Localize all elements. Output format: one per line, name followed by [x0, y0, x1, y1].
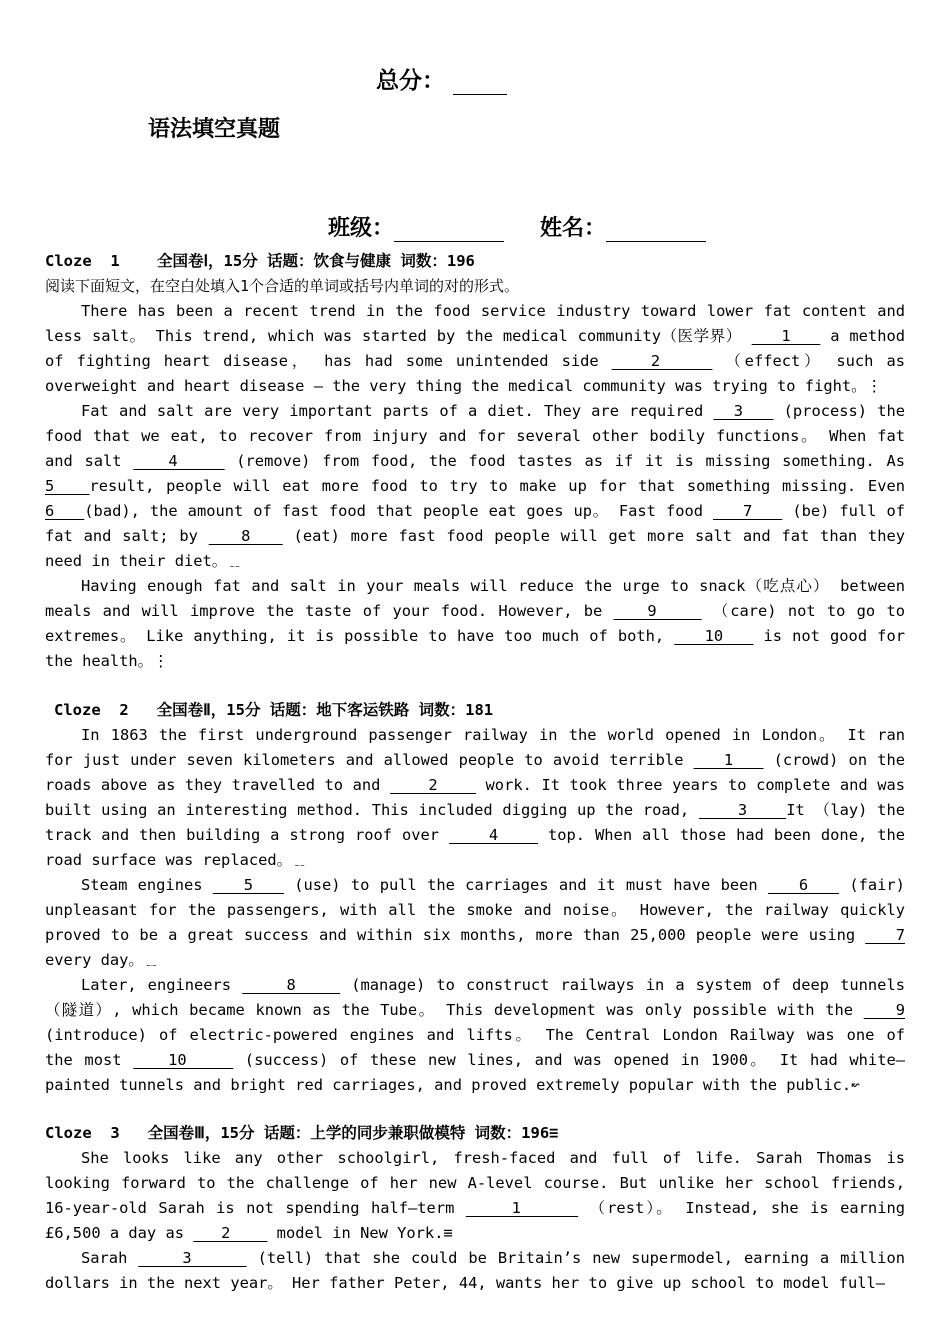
text-line: [45, 1023, 905, 1048]
text-segment: It （lay) the: [786, 801, 905, 819]
text-line: [45, 374, 905, 399]
cloze-1-heading: Cloze 1 全国卷Ⅰ，15分 话题：饮食与健康 词数：196: [45, 252, 475, 270]
text-segment: a method: [820, 327, 905, 345]
class-name-line: [328, 211, 706, 242]
text-segment: (tell) that she could be Britain’s new supermodel, earning a million: [246, 1249, 905, 1267]
text-line: [45, 1221, 905, 1246]
text-segment: (bad), the amount of fast food that people eat goes up。 Fast food: [84, 502, 714, 520]
answer-blank[interactable]: 7: [865, 926, 905, 944]
text-segment: (process) the: [773, 402, 905, 420]
text-segment: and salt: [45, 452, 134, 470]
answer-blank[interactable]: 5: [212, 876, 284, 894]
text-line: [45, 399, 905, 424]
answer-blank[interactable]: 3: [138, 1249, 247, 1267]
text-segment: the most: [45, 1051, 134, 1069]
cloze-2-heading: Cloze 2 全国卷Ⅱ，15分 话题：地下客运铁路 词数：181: [54, 701, 494, 719]
text-segment: （effect） such as: [712, 352, 905, 370]
text-segment: （rest）。 Instead, she is earning: [578, 1199, 905, 1217]
text-segment: (remove) from food, the food tastes as if it is missing something. As: [224, 452, 905, 470]
answer-blank[interactable]: 2: [611, 352, 713, 370]
class-blank[interactable]: [394, 221, 504, 242]
text-segment: of fighting heart disease， has had some unintended side: [45, 352, 612, 370]
answer-blank[interactable]: 6: [45, 502, 85, 520]
text-segment: (be) full of: [782, 502, 905, 520]
text-segment: （care) not to go to: [701, 602, 905, 620]
text-line: [45, 449, 905, 474]
cloze-1-body: [45, 299, 905, 674]
text-line: [45, 424, 905, 449]
cloze-3-heading: Cloze 3 全国卷Ⅲ，15分 话题：上学的同步兼职做模特 词数：196≡: [45, 1124, 559, 1142]
answer-blank[interactable]: 10: [674, 627, 754, 645]
text-segment: Having enough fat and salt in your meals will reduce the urge to snack（吃点心） between: [81, 577, 905, 595]
class-label: 班级：: [328, 215, 395, 241]
text-segment: (manage) to construct railways in a system of deep tunnels: [340, 976, 905, 994]
text-line: [45, 299, 905, 324]
text-segment: extremes。 Like anything, it is possible to have too much of both,: [45, 627, 675, 645]
text-line: [45, 624, 905, 649]
answer-blank[interactable]: 4: [449, 826, 539, 844]
text-line: [45, 1073, 905, 1098]
text-line: [45, 773, 905, 798]
name-blank[interactable]: [606, 221, 706, 242]
text-segment: （隧道）, which became known as the Tube。 This development was only possible with the: [45, 1001, 864, 1019]
text-segment: meals and will improve the taste of your food. However, be: [45, 602, 614, 620]
answer-blank[interactable]: 7: [713, 502, 783, 520]
total-score-label: 总分：: [376, 67, 445, 94]
text-segment: Sarah: [81, 1249, 139, 1267]
answer-blank[interactable]: 9: [613, 602, 702, 620]
answer-blank[interactable]: 1: [465, 1199, 579, 1217]
text-segment: food that we eat, to recover from injury and for several other bodily functions。 When fat: [45, 427, 905, 445]
text-segment: fat and salt; by: [45, 527, 209, 545]
text-line: [45, 948, 905, 973]
total-score-blank[interactable]: [453, 74, 507, 95]
cloze-3-body: [45, 1146, 905, 1296]
text-line: [45, 848, 905, 873]
text-segment: (fair): [839, 876, 905, 894]
cloze-3-section: [45, 1121, 905, 1296]
text-segment: less salt。 This trend, which was started by the medical community（医学界）: [45, 327, 752, 345]
text-segment: need in their diet。﹎: [45, 552, 243, 570]
text-line: [45, 898, 905, 923]
answer-blank[interactable]: 1: [751, 327, 821, 345]
text-segment: looking forward to the challenge of her new A-level course. But unlike her school friends,: [45, 1174, 905, 1192]
text-segment: work. It took three years to complete and was: [475, 776, 905, 794]
answer-blank[interactable]: 9: [863, 1001, 905, 1019]
text-line: [45, 1196, 905, 1221]
text-line: [45, 524, 905, 549]
text-line: [45, 748, 905, 773]
text-segment: overweight and heart disease — the very thing the medical community was trying to fight。⋮: [45, 377, 882, 395]
answer-blank[interactable]: 2: [390, 776, 476, 794]
text-line: [45, 873, 905, 898]
text-line: [45, 574, 905, 599]
answer-blank[interactable]: 5: [45, 477, 90, 495]
text-segment: road surface was replaced。﹎: [45, 851, 308, 869]
cloze-1-section: [45, 249, 905, 674]
text-line: [45, 923, 905, 948]
text-line: [45, 1048, 905, 1073]
cloze-1-instruction: 阅读下面短文，在空白处填入1个合适的单词或括号内单词的对的形式。: [45, 277, 520, 295]
cloze-2-body: [45, 723, 905, 1098]
text-segment: Later, engineers: [81, 976, 243, 994]
text-segment: track and then building a strong roof over: [45, 826, 450, 844]
text-segment: dollars in the next year。 Her father Peter, 44, wants her to give up school to model full—: [45, 1274, 886, 1292]
text-segment: the health。⋮: [45, 652, 169, 670]
text-segment: model in New York.≡: [267, 1224, 453, 1242]
text-segment: She looks like any other schoolgirl, fresh-faced and full of life. Sarah Thomas is: [81, 1149, 905, 1167]
text-segment: for just under seven kilometers and allowed people to avoid terrible: [45, 751, 694, 769]
answer-blank[interactable]: 2: [193, 1224, 268, 1242]
answer-blank[interactable]: 4: [133, 452, 225, 470]
text-line: [45, 823, 905, 848]
text-segment: painted tunnels and bright red carriages, and proved extremely popular with the public.↜: [45, 1076, 861, 1094]
text-segment: is not good for: [753, 627, 905, 645]
text-segment: result, people will eat more food to try to make up for that something missing. Even: [89, 477, 905, 495]
text-line: [45, 599, 905, 624]
text-segment: every day。﹎: [45, 951, 160, 969]
text-line: [45, 349, 905, 374]
text-segment: Fat and salt are very important parts of a diet. They are required: [81, 402, 714, 420]
text-segment: (crowd) on the: [763, 751, 905, 769]
text-segment: unpleasant for the passengers, with all the smoke and noise。 However, the railway quickly: [45, 901, 905, 919]
text-segment: £6,500 a day as: [45, 1224, 194, 1242]
total-score-line: [376, 62, 507, 95]
text-line: [45, 549, 905, 574]
text-segment: In 1863 the first underground passenger railway in the world opened in London。 It ran: [81, 726, 905, 744]
text-segment: (introduce) of electric-powered engines and lifts。 The Central London Railway was one of: [45, 1026, 905, 1044]
text-segment: roads above as they travelled to and: [45, 776, 391, 794]
text-line: [45, 798, 905, 823]
text-line: [45, 649, 905, 674]
text-line: [45, 998, 905, 1023]
text-line: [45, 723, 905, 748]
text-segment: (success) of these new lines, and was opened in 1900。 It had white—: [233, 1051, 905, 1069]
answer-blank[interactable]: 6: [767, 876, 840, 894]
text-line: [45, 1146, 905, 1171]
page-title: 语法填空真题: [148, 116, 281, 142]
answer-blank[interactable]: 1: [693, 751, 764, 769]
text-segment: There has been a recent trend in the food service industry toward lower fat content and: [81, 302, 905, 320]
text-line: [45, 474, 905, 499]
text-segment: 16-year-old Sarah is not spending half—term: [45, 1199, 466, 1217]
text-line: [45, 324, 905, 349]
answer-blank[interactable]: 10: [133, 1051, 234, 1069]
text-segment: (eat) more fast food people will get more salt and fat than they: [282, 527, 905, 545]
text-segment: (use) to pull the carriages and it must have been: [283, 876, 768, 894]
cloze-2-section: [45, 698, 905, 1098]
text-segment: Steam engines: [81, 876, 213, 894]
text-line: [45, 1271, 905, 1296]
name-label: 姓名：: [540, 215, 607, 241]
answer-blank[interactable]: 3: [713, 402, 774, 420]
text-segment: top. When all those had been done, the: [538, 826, 905, 844]
answer-blank[interactable]: 8: [208, 527, 283, 545]
text-line: [45, 499, 905, 524]
text-line: [45, 1171, 905, 1196]
answer-blank[interactable]: 8: [242, 976, 341, 994]
text-segment: built using an interesting method. This included digging up the road,: [45, 801, 699, 819]
text-segment: proved to be a great success and within six months, more than 25,000 people were using: [45, 926, 866, 944]
answer-blank[interactable]: 3: [698, 801, 787, 819]
text-line: [45, 973, 905, 998]
text-line: [45, 1246, 905, 1271]
